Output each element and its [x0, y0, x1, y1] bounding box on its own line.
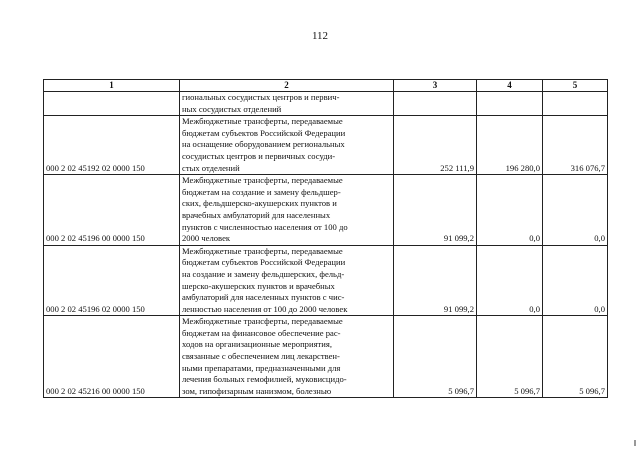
row-value-col4: 196 280,0: [477, 116, 543, 175]
table-row: [44, 175, 608, 246]
row-description-text: Межбюджетные трансферты, передаваемые бюджетам на создание и замену фельдшер- ских, фельдшерско-акушерских пунктов и врачебных амбулаторий для населенных пунктов с численностью населения от 100 до 2000 человек: [182, 175, 348, 244]
row-description: [180, 175, 394, 246]
row-value-col4: 5 096,7: [477, 316, 543, 398]
row-value-col5: 5 096,7: [543, 316, 608, 398]
table-header-row: [44, 80, 608, 92]
row-value-col3: 91 099,2: [394, 175, 477, 246]
row-description-text: гиональных сосудистых центров и первич- ных сосудистых отделений: [182, 92, 340, 114]
row-value-col3: 91 099,2: [394, 245, 477, 316]
row-description-text: Межбюджетные трансферты, передаваемые бюджетам субъектов Российской Федерации на создание и замену фельдшерских, фельд- шерско-акушерских пунктов и врачебных амбулаторий для населенных пунктов с чис- ленностью населения от 100 до 2000 человек: [182, 245, 348, 314]
column-header-1: 1: [44, 80, 180, 92]
row-value-col4: 0,0: [477, 175, 543, 246]
row-description-text: Межбюджетные трансферты, передаваемые бюджетам на финансовое обеспечение рас- ходов на организационные мероприятия, связанные с обеспечением лиц лекарствен- ными препаратами, предназначенными для лечения больных гемофилией, муковисцидо- зом, гипофизарным нанизмом, болезнью: [182, 316, 347, 396]
budget-table: [43, 79, 608, 398]
row-description: [180, 245, 394, 316]
page-number: 112: [311, 30, 329, 42]
row-value-col5: 0,0: [543, 175, 608, 246]
column-header-5: 5: [543, 80, 608, 92]
row-description-text: Межбюджетные трансферты, передаваемые бюджетам субъектов Российской Федерации на оснащение оборудованием региональных сосудистых центров и первичных сосуди- стых отделений: [182, 116, 346, 173]
column-header-3: 3: [394, 80, 477, 92]
row-value-col4: 0,0: [477, 245, 543, 316]
table-row: [44, 245, 608, 316]
table-row: [44, 316, 608, 398]
row-value-col5: 316 076,7: [543, 116, 608, 175]
column-header-4: 4: [477, 80, 543, 92]
row-code: 000 2 02 45192 02 0000 150: [44, 116, 180, 175]
column-header-2: 2: [180, 80, 394, 92]
row-code: 000 2 02 45196 02 0000 150: [44, 245, 180, 316]
row-code: 000 2 02 45196 00 0000 150: [44, 175, 180, 246]
table-row: [44, 92, 608, 116]
row-description: [180, 316, 394, 398]
row-value-col5: [543, 92, 608, 116]
row-description: [180, 116, 394, 175]
scan-edge-mark: [634, 440, 636, 446]
row-value-col3: [394, 92, 477, 116]
table-row: [44, 116, 608, 175]
row-value-col3: 5 096,7: [394, 316, 477, 398]
row-value-col4: [477, 92, 543, 116]
row-code: [44, 92, 180, 116]
row-value-col5: 0,0: [543, 245, 608, 316]
row-description: [180, 92, 394, 116]
row-code: 000 2 02 45216 00 0000 150: [44, 316, 180, 398]
row-value-col3: 252 111,9: [394, 116, 477, 175]
